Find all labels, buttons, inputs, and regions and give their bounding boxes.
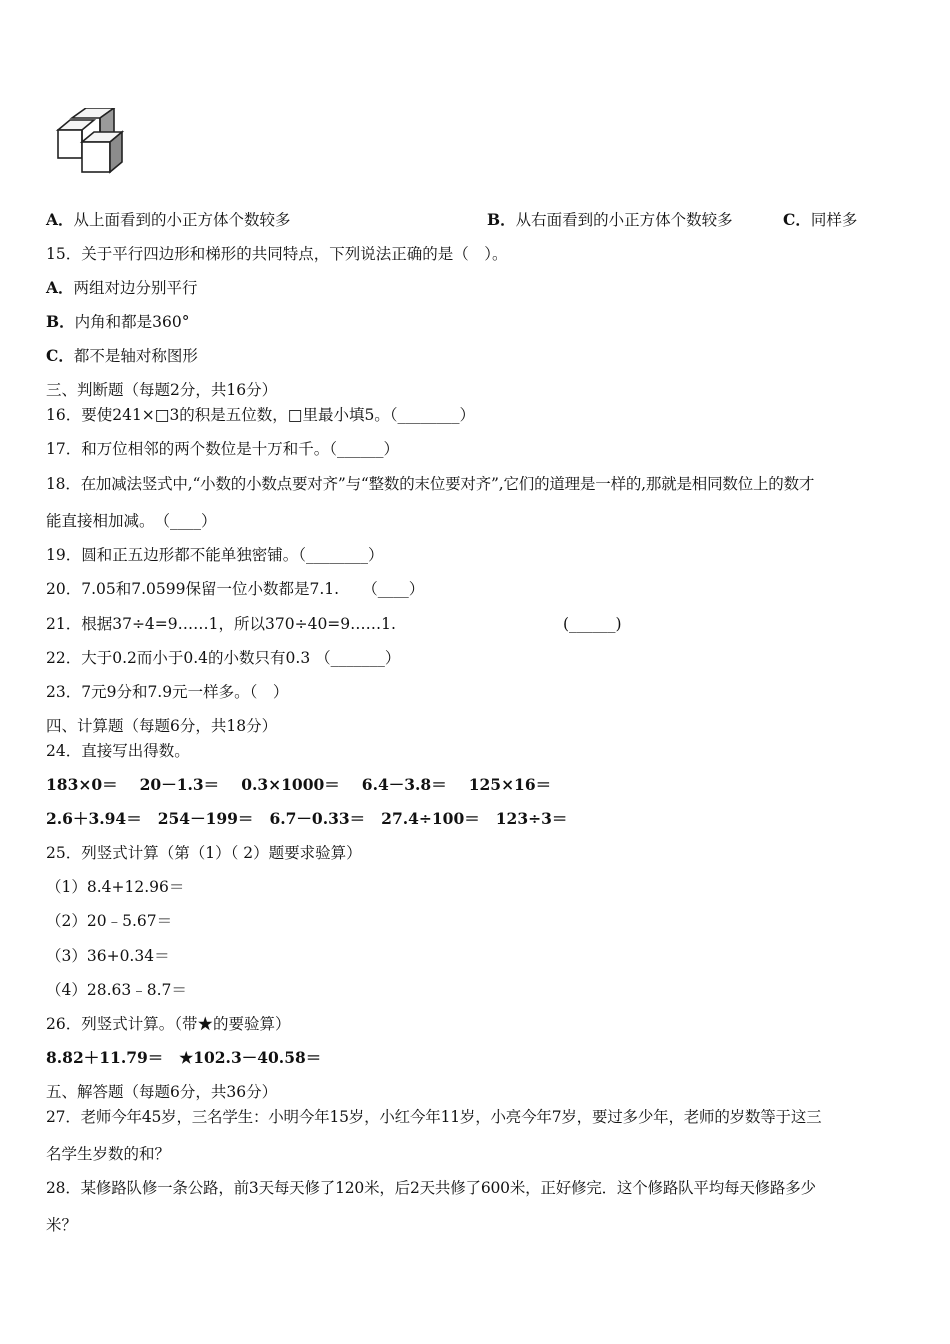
calc-item: 125×16＝ [468, 775, 552, 794]
q21: 21．根据37÷4=9……1，所以370÷40=9……1. [46, 615, 396, 633]
q15-option-b [46, 312, 189, 332]
q27-line2: 名学生岁数的和？ [46, 1145, 171, 1163]
q23: 23．7元9分和7.9元一样多。（ ） [46, 683, 289, 701]
q27-line1: 27．老师今年45岁，三名学生：小明今年15岁，小红今年11岁，小亮今年7岁，要过多少年，老师的岁数等于这三 [46, 1108, 822, 1126]
q24-row2 [46, 809, 567, 829]
calc-item: ★102.3－40.58＝ [179, 1048, 322, 1067]
option-letter: B． [487, 210, 516, 229]
q25-item-3: （3）36+0.34＝ [46, 947, 170, 965]
calc-item: 27.4÷100＝ [381, 809, 480, 828]
option-letter: A． [46, 210, 74, 229]
q19: 19．圆和正五边形都不能单独密铺。（________） [46, 546, 384, 564]
q16: 16．要使241×□3的积是五位数，□里最小填5。（________） [46, 406, 476, 424]
calc-item: 2.6＋3.94＝ [46, 809, 142, 828]
q26-items [46, 1048, 321, 1068]
calc-item: 6.7－0.33＝ [269, 809, 366, 828]
q15-option-a [46, 278, 198, 298]
q24-row1 [46, 775, 551, 795]
q17: 17．和万位相邻的两个数位是十万和千。（______） [46, 440, 399, 458]
option-letter: B． [46, 312, 75, 331]
q24-stem: 24．直接写出得数。 [46, 742, 190, 760]
q18-line2: 能直接相加减。 （____） [46, 512, 217, 530]
option-text: 都不是轴对称图形 [73, 347, 198, 365]
q14-option-c [783, 210, 857, 230]
calc-item: 123÷3＝ [495, 809, 568, 828]
calc-item: 254－199＝ [157, 809, 254, 828]
q20: 20．7.05和7.0599保留一位小数都是7.1. （____） [46, 580, 425, 598]
section3-heading: 三、判断题（每题2分，共16分） [46, 381, 278, 399]
q14-option-a [46, 210, 291, 230]
calc-item: 0.3×1000＝ [241, 775, 340, 794]
q25-item-4: （4）28.63﹣8.7＝ [46, 981, 187, 999]
option-text: 内角和都是360° [74, 313, 190, 331]
section4-heading: 四、计算题（每题6分，共18分） [46, 717, 278, 735]
calc-item: 20－1.3＝ [139, 775, 220, 794]
calc-item: 183×0＝ [46, 775, 118, 794]
q21-answer-blank: (______) [563, 615, 622, 633]
q22: 22．大于0.2而小于0.4的小数只有0.3 （_______） [46, 649, 401, 667]
option-text: 从右面看到的小正方体个数较多 [515, 211, 733, 229]
q25-stem: 25．列竖式计算（第（1）（ 2）题要求验算） [46, 844, 362, 862]
calc-item: 8.82＋11.79＝ [46, 1048, 164, 1067]
q15-option-c [46, 346, 198, 366]
option-text: 两组对边分别平行 [73, 279, 198, 297]
cube-stack-figure [52, 108, 136, 176]
option-text: 从上面看到的小正方体个数较多 [73, 211, 291, 229]
q28-line1: 28．某修路队修一条公路，前3天每天修了120米，后2天共修了600米，正好修完．这个修路队平均每天修路多少 [46, 1179, 816, 1197]
q28-line2: 米？ [46, 1216, 78, 1234]
calc-item: 6.4－3.8＝ [361, 775, 447, 794]
section5-heading: 五、解答题（每题6分，共36分） [46, 1083, 278, 1101]
q14-option-b [487, 210, 733, 230]
q25-item-2: （2）20﹣5.67＝ [46, 912, 173, 930]
q26-stem: 26．列竖式计算。（带★的要验算） [46, 1015, 291, 1033]
option-letter: C． [783, 210, 811, 229]
q25-item-1: （1）8.4+12.96＝ [46, 878, 185, 896]
option-letter: A． [46, 278, 74, 297]
option-letter: C． [46, 346, 74, 365]
q15-stem: 15．关于平行四边形和梯形的共同特点，下列说法正确的是（ ）。 [46, 245, 508, 263]
option-text: 同样多 [810, 211, 858, 229]
q18-line1: 18．在加减法竖式中,“小数的小数点要对齐”与“整数的末位要对齐”,它们的道理是一样的,那就是相同数位上的数才 [46, 475, 815, 493]
